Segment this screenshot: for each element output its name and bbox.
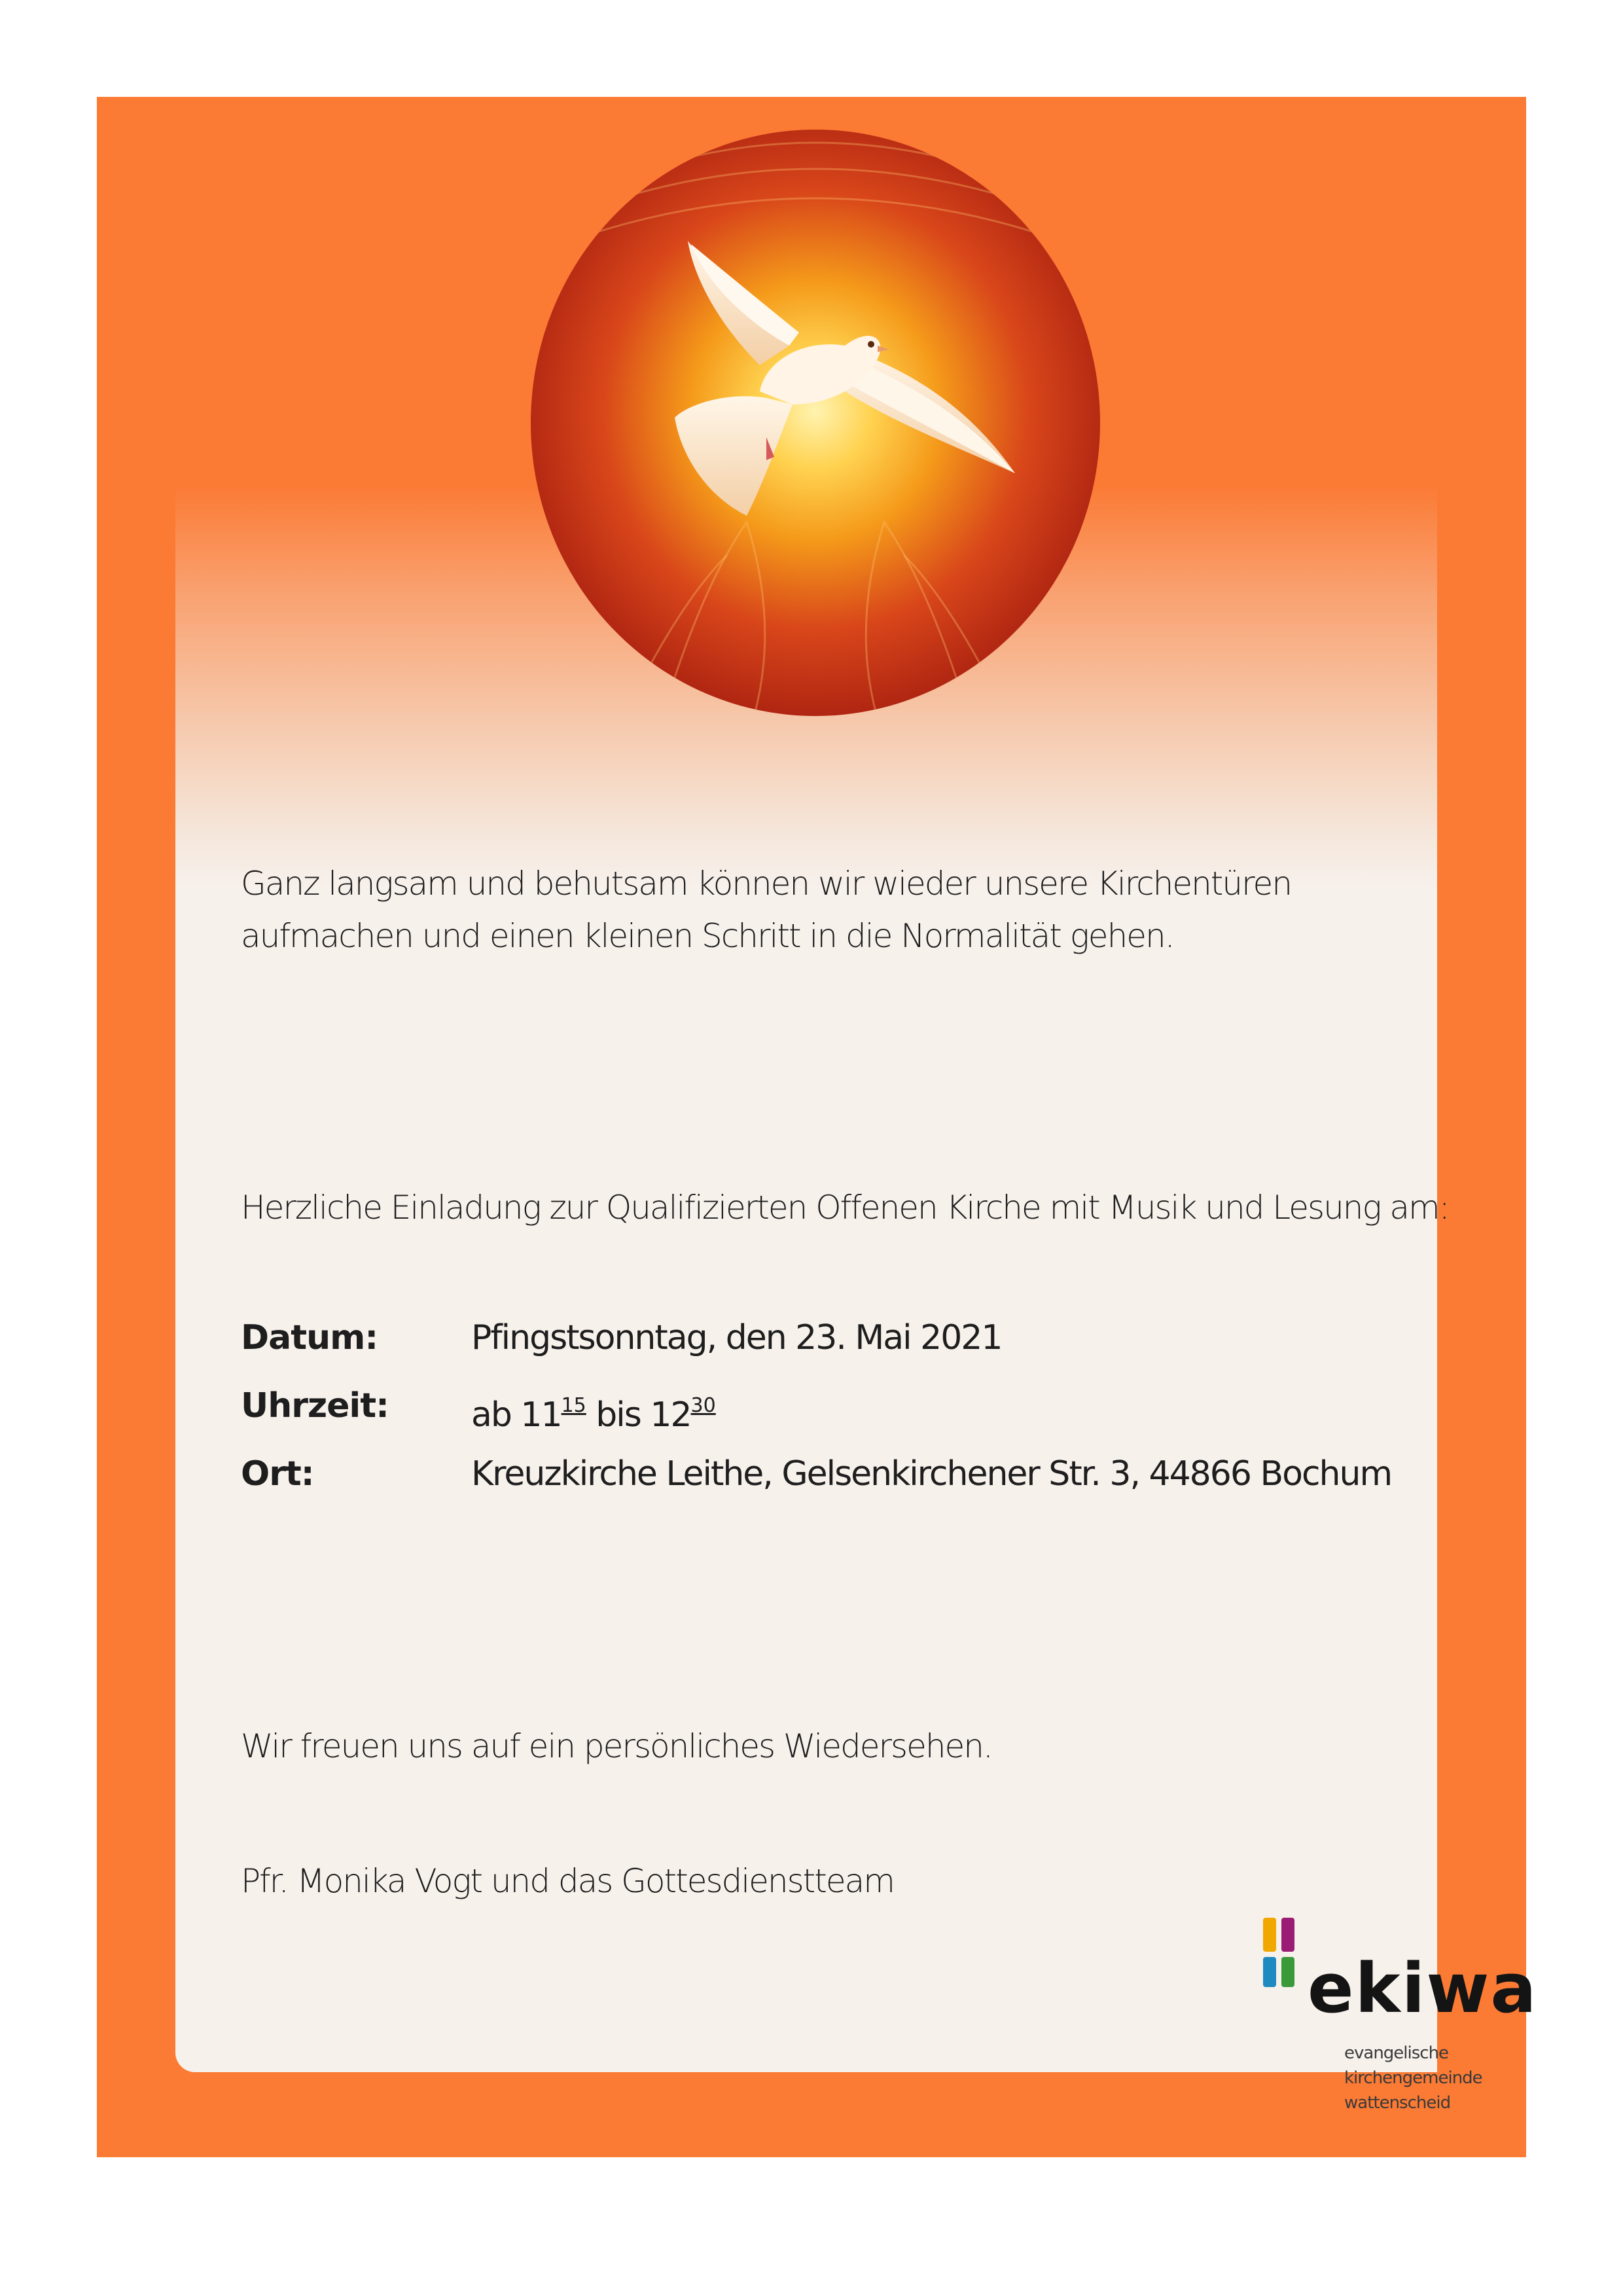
ekiwa-logo [1263,1918,1538,2134]
date-row [241,1312,1419,1380]
content-panel [175,484,1437,2072]
time-end-minutes: 30 [690,1394,716,1417]
time-middle: bis 12 [586,1395,691,1435]
time-label: Uhrzeit: [241,1386,389,1426]
logo-sub-line-3: wattenscheid [1344,2093,1451,2113]
greeting-text: Wir freuen uns auf ein persönliches Wiedersehen. [241,1727,992,1765]
intro-line-2: aufmachen und einen kleinen Schritt in die Normalität gehen. [241,917,1174,955]
logo-sub-line-2: kirchengemeinde [1344,2068,1482,2088]
dove-icon [531,130,1100,716]
invitation-text: Herzliche Einladung zur Qualifizierten Offenen Kirche mit Musik und Lesung am: [241,1189,1449,1227]
event-details [241,1312,1419,1516]
intro-paragraph [241,857,1291,962]
logo-sub-line-1: evangelische [1344,2043,1449,2063]
logo-wordmark: ekiwa [1308,1948,1538,2028]
place-label: Ort: [241,1454,314,1494]
time-start-minutes: 15 [561,1394,586,1417]
place-row [241,1448,1419,1516]
date-value: Pfingstsonntag, den 23. Mai 2021 [471,1318,1002,1357]
time-value [471,1380,716,1441]
intro-line-1: Ganz langsam und behutsam können wir wieder unsere Kirchentüren [241,865,1292,903]
dove-image [531,130,1100,716]
time-prefix: ab 11 [471,1395,562,1435]
signature-text: Pfr. Monika Vogt und das Gottesdienstteam [241,1862,894,1900]
time-row [241,1380,1419,1448]
date-label: Datum: [241,1318,378,1357]
logo-subtitle [1344,2041,1482,2115]
place-value: Kreuzkirche Leithe, Gelsenkirchener Str. 3, 44866 Bochum [471,1454,1392,1494]
